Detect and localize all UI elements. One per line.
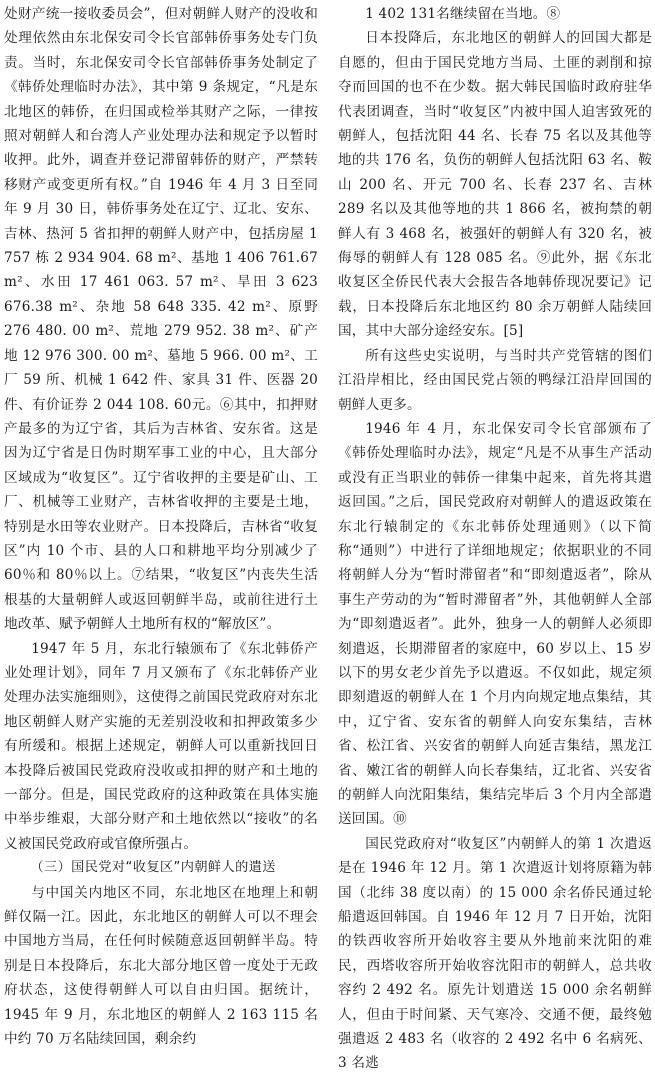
paragraph-korean-property-confiscation: 处财产统一接收委员会”，但对朝鲜人财产的没收和处理依然由东北保安司令长官部韩侨事务处专门负责。当时，东北保安司令长官部韩侨事务处制定了《韩侨处理临时办法》，其中第 9 条规定，“凡是东北地区的韩侨，在归国或检举其财产之际，一律按照对朝鲜人和台湾人产业处理办法和规定予以暂时收押。此外，调查并登记滞留韩侨的财产，严禁转移财产或变更所有权。”自 1946 年 4 月 3 日至同年 9 月 30 日，韩侨事务处在辽宁、辽北、安东、吉林、热河 5 省扣押的朝鲜人财产中，包括房屋 1 757 栋 2 934 904. 68 m²、基地 1 406 761.67 m²、水田 17 461 063. 57 m²、旱田 3 623 676.38 m²、杂地 58 648 335. 42 m²、原野 276 480. 00 m²、荒地 279 952. 38 m²、矿产地 12 976 300. 00 m²、墓地 5 966. 00 m²、工厂 59 所、机械 1 642 件、家具 31 件、医器 20 件、有价证券 2 044 108. 60元。⑥其中，扣押财产最多的为辽宁省，其后为吉林省、安东省。这是因为辽宁省是日伪时期军事工业的中心，且大部分区域成为“收复区”。辽宁省收押的主要是矿山、工厂、机械等工业财产，吉林省收押的主要是土地，特别是水田等农业财产。日本投降后，吉林省“收复区”内 10 个市、县的人口和耕地平均分别减少了 60％和 80％以上。⑦结果，“收复区”内丧失生活根基的大量朝鲜人或返回朝鲜半岛，或前往进行土地改革、赋予朝鲜人土地所有权的“解放区”。: [4, 6, 318, 633]
right-column: [338, 2, 652, 1076]
paragraph-yalu-return: 所有这些史实说明，与当时共产党管辖的图们江沿岸相比，经由国民党占领的鸭绿江沿岸回国的朝鲜人更多。: [338, 347, 652, 413]
left-column: [4, 2, 318, 1051]
paragraph-persecution-statistics: 日本投降后，东北地区的朝鲜人的回国大都是自愿的，但由于国民党地方当局、土匪的剥削和掠夺而回国的也不在少数。据大韩民国临时政府驻华代表团调查，当时“收复区”内被中国人迫害致死的朝鲜人，包括沈阳 44 名、长春 75 名以及其他等地的共 176 名，负伤的朝鲜人包括沈阳 63 名、鞍山 200 名、开元 700 名、长春 237 名、吉林 289 名以及其他等地的共 1 866 名，被拘禁的朝鲜人有 3 468 名，被强奸的朝鲜人有 320 名，被侮辱的朝鲜人有 128 085 名。⑨此外，据《东北收复区全侨民代表大会报告各地韩侨现况要记》记载，日本投降后东北地区约 80 余万朝鲜人陆续回国，其中大部分途经安东。[5]: [338, 30, 652, 340]
paragraph-1946-repatriation-rules: 1946 年 4 月，东北保安司令长官部颁布了《韩侨处理临时办法》，规定“凡是不从事生产活动或没有正当职业的韩侨一律集中起来，首先将其遣返回国。”之后，国民党政府对朝鲜人的遣返政策在东北行辕制定的《东北韩侨处理通则》（以下简称“通则”）中进行了详细地规定；依据职业的不同将朝鲜人分为“暂时滞留者”和“即刻遣返者”，除从事生产劳动的为“暂时滞留者”外，其他朝鲜人全部为“即刻遣返者”。此外，独身一人的朝鲜人必须即刻遣返，长期滞留者的家庭中，60 岁以上、15 岁以下的男女老少首先予以遣返。不仅如此，规定须即刻遣返的朝鲜人在 1 个月内向规定地点集结，其中，辽宁省、安东省的朝鲜人向安东集结，吉林省、松江省、兴安省的朝鲜人向延吉集结，黑龙江省、嫩江省的朝鲜人向长春集结，辽北省、兴安省的朝鲜人向沈阳集结，集结完毕后 3 个月内全部遣送回国。⑩: [338, 420, 652, 828]
paragraph-1947-regulations: 1947 年 5 月，东北行辕颁布了《东北韩侨产业处理计划》，同年 7 月又颁布了《东北韩侨产业处理办法实施细则》，这使得之前国民党政府对东北地区朝鲜人财产实施的无差别没收和扣押政策多少有所缓和。根据上述规定，朝鲜人可以重新找回日本投降后被国民党政府没收或扣押的财产和土地的一部分。但是，国民党政府的这种政策在具体实施中举步维艰，大部分财产和土地依然以“接收”的名义被国民党政府或官僚所强占。: [4, 640, 318, 852]
paragraph-first-repatriation: 国民党政府对“收复区”内朝鲜人的第 1 次遣返是在 1946 年 12 月。第 1 次遣返计划将原籍为韩国（北纬 38 度以南）的 15 000 余名侨民通过轮船遣返回韩国。自 1946 年 12 月 7 日开始，沈阳的铁西收容所开始收容主要从外地前来沈阳的难民，西塔收容所开始收容沈阳市的朝鲜人，总共收容约 2 492 名。原先计划遣送 15 000 余名朝鲜人，但由于时间紧、天气寒冷、交通不便，最终勉强遣返 2 483 名（收容的 2 492 名中 6 名病死、3 名逃: [338, 835, 652, 1072]
paragraph-geography-return: 与中国关内地区不同，东北地区在地理上和朝鲜仅隔一江。因此，东北地区的朝鲜人可以不理会中国地方当局，在任何时候随意返回朝鲜半岛。特别是日本投降后，东北大部分地区曾一度处于无政府状态，这使得朝鲜人可以自由归国。据统计，1945 年 9 月，东北地区的朝鲜人 2 163 115 名中约 70 万名陆续回国，剩余约: [4, 884, 318, 1048]
section-heading-repatriation: （三）国民党对“收复区”内朝鲜人的遣送: [30, 860, 276, 876]
paragraph-remaining-population: 1 402 131名继续留在当地。⑧: [365, 6, 561, 22]
